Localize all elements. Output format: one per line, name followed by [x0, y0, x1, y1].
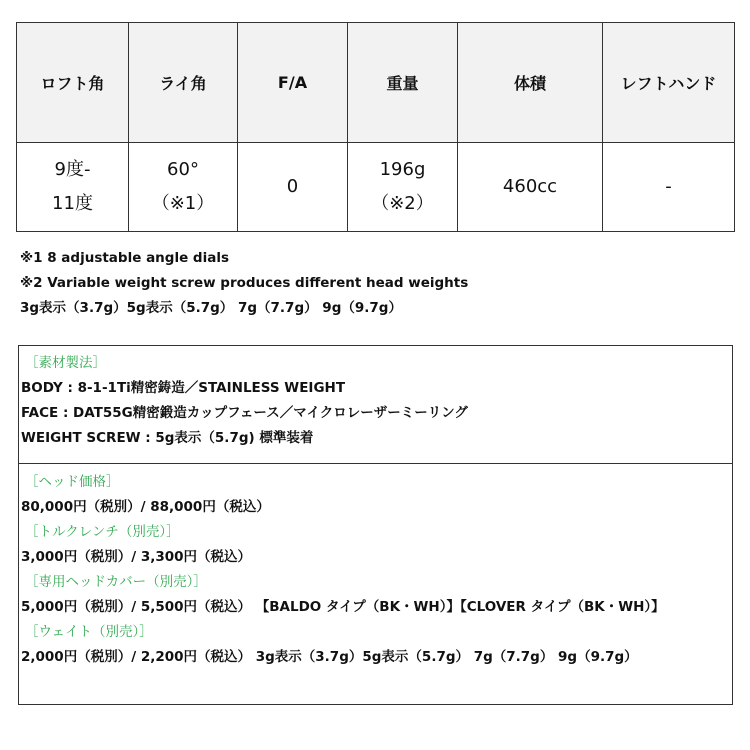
price-heading: ［ウェイト（別売）］	[25, 624, 153, 640]
price-heading: ［ヘッド価格］	[25, 474, 120, 490]
header-left-hand: レフトハンド	[603, 23, 735, 143]
materials-line: BODY : 8-1-1Ti精密鋳造／STAINLESS WEIGHT	[21, 380, 346, 396]
weight-line: 196g	[379, 159, 426, 180]
note-1: ※1 8 adjustable angle dials	[20, 250, 229, 266]
header-volume: 体積	[458, 23, 603, 143]
price-heading: ［トルクレンチ（別売）］	[25, 524, 180, 540]
header-row	[17, 23, 735, 143]
prices-box	[18, 463, 733, 705]
materials-line: WEIGHT SCREW : 5g表示（5.7g) 標準装着	[21, 430, 314, 446]
price-text: 5,000円（税別）/ 5,500円（税込） 【BALDO タイプ（BK・WH）】【CLOVER タイプ（BK・WH）】	[21, 599, 665, 615]
materials-heading: ［素材製法］	[25, 355, 106, 371]
spec-table	[16, 22, 735, 232]
loft-line: 11度	[52, 193, 93, 214]
note-2: ※2 Variable weight screw produces different head weights	[20, 275, 469, 291]
price-heading: ［専用ヘッドカバー（別売）］	[25, 574, 207, 590]
cell-loft	[17, 143, 129, 232]
cell-weight	[348, 143, 458, 232]
header-fa: F/A	[238, 23, 348, 143]
materials-box	[18, 345, 733, 464]
price-text: 3,000円（税別）/ 3,300円（税込）	[21, 549, 252, 565]
lie-line: 60°	[167, 159, 199, 180]
weight-line: （※2）	[371, 193, 434, 214]
cell-volume: 460cc	[458, 143, 603, 232]
price-text: 80,000円（税別）/ 88,000円（税込）	[21, 499, 270, 515]
header-lie: ライ角	[129, 23, 238, 143]
materials-line: FACE : DAT55G精密鍛造カップフェース／マイクロレーザーミーリング	[21, 405, 468, 421]
loft-line: 9度-	[54, 159, 91, 180]
cell-left-hand: -	[603, 143, 735, 232]
lie-line: （※1）	[151, 193, 215, 214]
cell-fa: 0	[238, 143, 348, 232]
notes	[20, 246, 468, 321]
note-3: 3g表示（3.7g）5g表示（5.7g） 7g（7.7g） 9g（9.7g）	[20, 300, 402, 316]
header-loft: ロフト角	[17, 23, 129, 143]
value-row	[17, 143, 735, 232]
header-weight: 重量	[348, 23, 458, 143]
cell-lie	[129, 143, 238, 232]
price-text: 2,000円（税別）/ 2,200円（税込） 3g表示（3.7g）5g表示（5.7g） 7g（7.7g） 9g（9.7g）	[21, 649, 638, 665]
